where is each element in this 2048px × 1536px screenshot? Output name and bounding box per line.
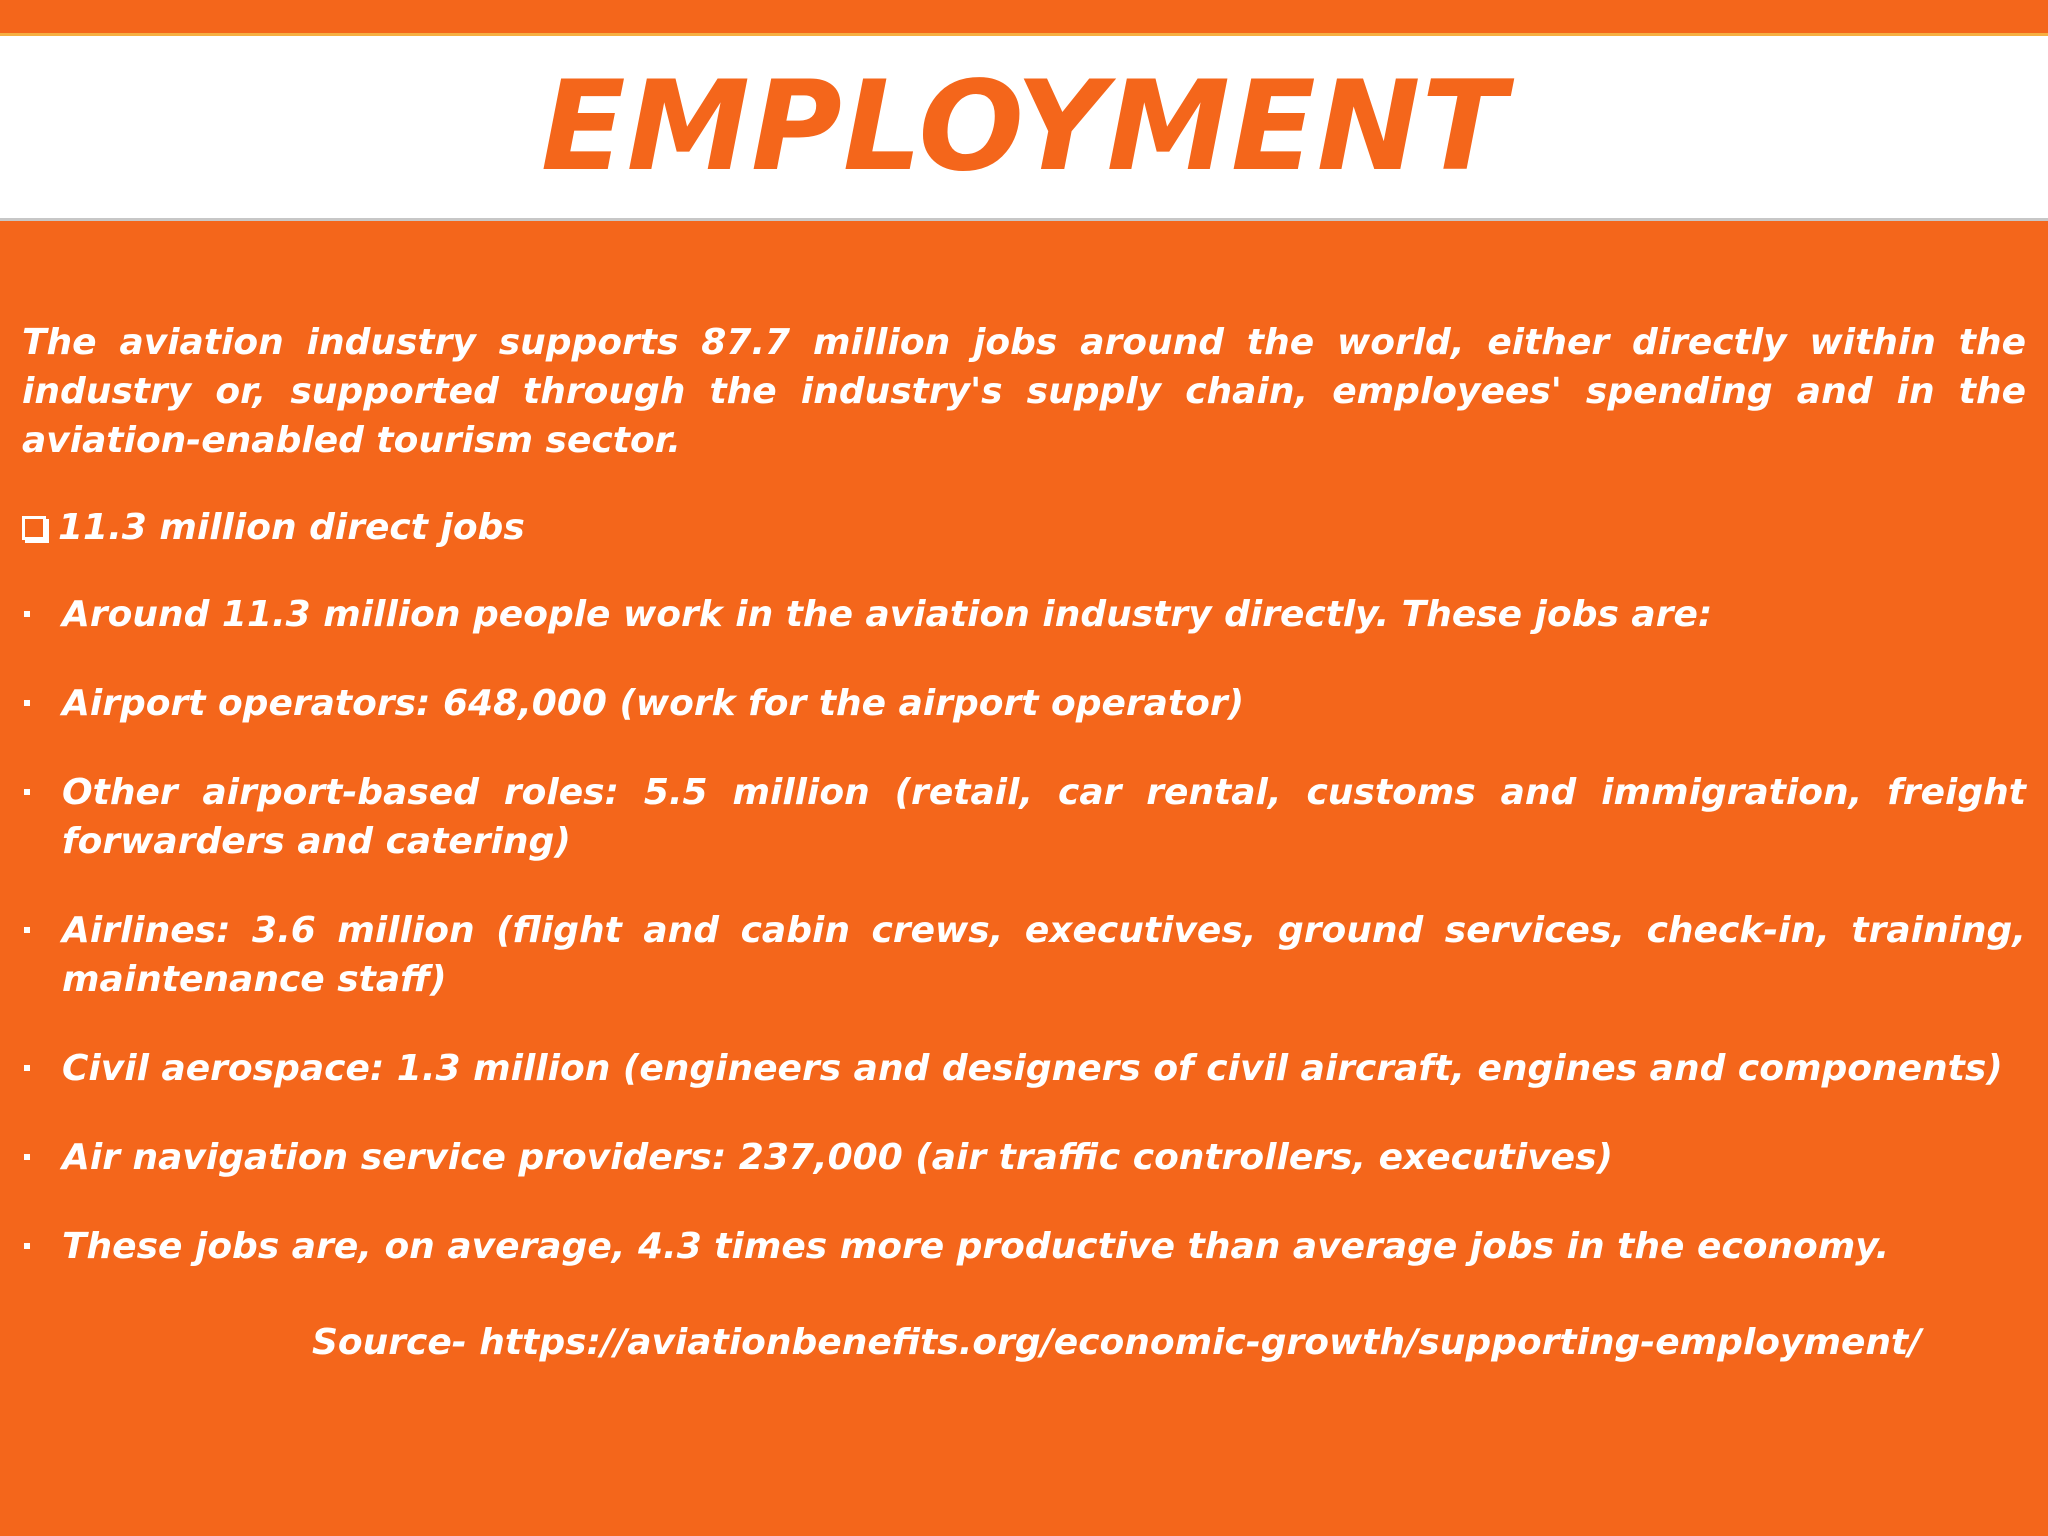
square-bullet-icon bbox=[24, 611, 30, 617]
source-citation: Source- https://aviationbenefits.org/economic-growth/supporting-employment/ bbox=[312, 1322, 1922, 1363]
list-item-text: Air navigation service providers: 237,000 (air traffic controllers, executives) bbox=[62, 1137, 1613, 1178]
square-bullet-icon bbox=[24, 1154, 30, 1160]
list-item bbox=[22, 768, 2026, 866]
list-item bbox=[22, 1044, 2026, 1093]
square-bullet-icon bbox=[24, 1243, 30, 1249]
list-item bbox=[22, 906, 2026, 1004]
slide-content bbox=[22, 318, 2026, 1311]
square-bullet-icon bbox=[24, 927, 30, 933]
list-item bbox=[22, 590, 2026, 639]
square-bullet-icon bbox=[24, 789, 30, 795]
slide-title: EMPLOYMENT bbox=[540, 55, 1508, 199]
intro-paragraph: The aviation industry supports 87.7 million jobs around the world, either directly within the industry or, supported through the industry's supply chain, employees' spending and in the aviation-enabled tourism sector. bbox=[22, 322, 2026, 461]
list-item-text: Around 11.3 million people work in the aviation industry directly. These jobs are: bbox=[62, 594, 1713, 635]
list-item-text: Civil aerospace: 1.3 million (engineers and designers of civil aircraft, engines and components) bbox=[62, 1048, 2003, 1089]
list-item bbox=[22, 679, 2026, 728]
list-item-text: Other airport-based roles: 5.5 million (retail, car rental, customs and immigration, freight forwarders and catering) bbox=[62, 772, 2026, 862]
checkbox-heading-text: 11.3 million direct jobs bbox=[58, 507, 525, 548]
title-band bbox=[0, 33, 2048, 221]
list-item bbox=[22, 1133, 2026, 1182]
bullet-list bbox=[22, 590, 2026, 1271]
checkbox-icon bbox=[22, 516, 46, 540]
square-bullet-icon bbox=[24, 1065, 30, 1071]
list-item-text: These jobs are, on average, 4.3 times more productive than average jobs in the economy. bbox=[62, 1226, 1890, 1267]
list-item-text: Airlines: 3.6 million (flight and cabin crews, executives, ground services, check-in, training, maintenance staff) bbox=[62, 910, 2026, 1000]
list-item-text: Airport operators: 648,000 (work for the airport operator) bbox=[62, 683, 1245, 724]
square-bullet-icon bbox=[24, 700, 30, 706]
list-item bbox=[22, 1222, 2026, 1271]
checkbox-heading bbox=[22, 503, 2026, 552]
